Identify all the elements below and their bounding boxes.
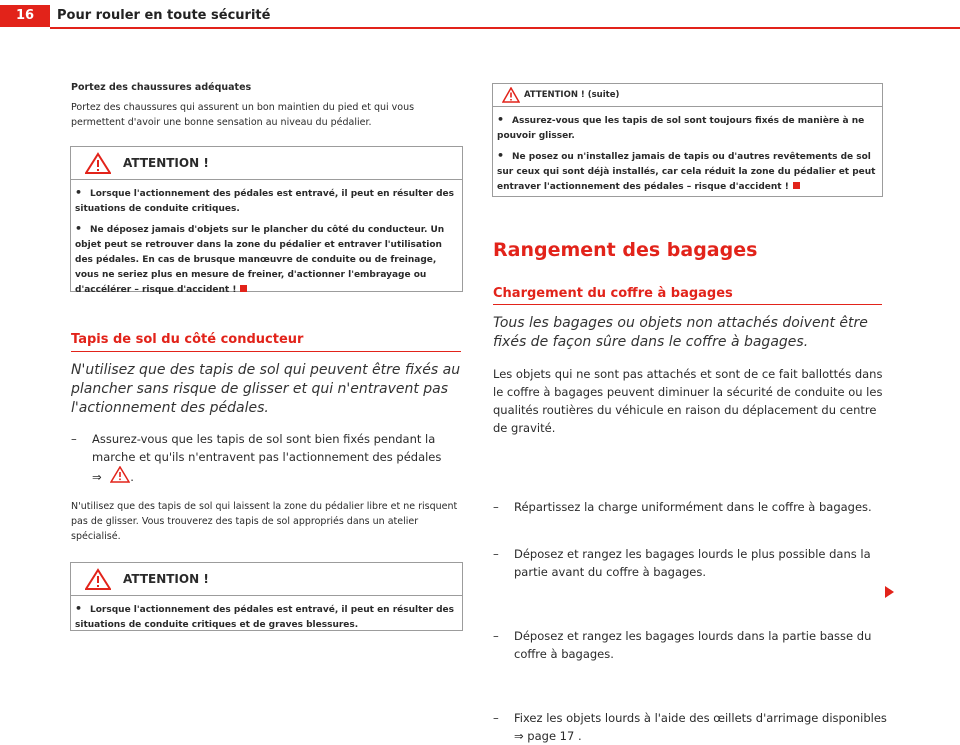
storage-step: – Déposez et rangez les bagages lourds dans la partie basse du coffre à bagages. xyxy=(493,629,872,661)
warning-triangle-icon xyxy=(85,152,111,175)
mats-step: – Assurez-vous que les tapis de sol sont bien fixés pendant la marche et qu'ils n'entravent pas l'actionnement des pédales ⇒ . xyxy=(71,432,442,484)
warning-triangle-icon xyxy=(110,466,130,483)
storage-step: – Déposez et rangez les bagages lourds le plus possible dans la partie avant du coffre à bagages. xyxy=(493,547,871,579)
warning-bullet-text: Ne déposez jamais d'objets sur le plancher du côté du conducteur. Un objet peut se retrouver dans la zone du pédalier et entraver l'utilisation des pédales. En cas de brusque manœuvre de conduite ou de freinage, vous ne seriez plus en mesure de freiner, d'actionner l'embrayage ou d'accélérer – risque d'accident ! xyxy=(75,225,445,295)
warning-bullet: • Lorsque l'actionnement des pédales est entravé, il peut en résulter des situations de conduite critiques. xyxy=(75,186,454,214)
warning-bullet: • Lorsque l'actionnement des pédales est entravé, il peut en résulter des situations de conduite critiques et de graves blessures. xyxy=(75,602,454,630)
header-rule xyxy=(50,27,960,29)
warning-bullet: • Assurez-vous que les tapis de sol sont toujours fixés de manière à ne pouvoir glisser. xyxy=(497,113,865,141)
page-header-title: Pour rouler en toute sécurité xyxy=(57,8,271,23)
warning-title: ATTENTION ! xyxy=(123,156,209,170)
warning-title: ATTENTION ! (suite) xyxy=(524,90,620,100)
warning-title-bar xyxy=(71,563,462,596)
warning-bullet: • Ne posez ou n'installez jamais de tapis ou d'autres revêtements de sol sur ceux qui sont déjà installés, car cela réduit la zone du pédalier et peut entraver l'actionnement des pédales – risque d'accident ! xyxy=(497,149,876,192)
warning-title-bar xyxy=(493,84,882,107)
shoes-title: Portez des chaussures adéquates xyxy=(71,82,252,93)
section-rule xyxy=(493,304,882,305)
warning-bullet-text: Assurez-vous que les tapis de sol sont toujours fixés de manière à ne pouvoir glisser. xyxy=(497,116,865,141)
ref-arrow: ⇒ xyxy=(92,470,102,484)
storage-step-text: Déposez et rangez les bagages lourds le plus possible dans la partie avant du coffre à bagages. xyxy=(514,547,871,579)
mats-step-text: Assurez-vous que les tapis de sol sont bien fixés pendant la marche et qu'ils n'entravent pas l'actionnement des pédales xyxy=(92,432,442,464)
end-mark-icon xyxy=(793,182,800,189)
storage-body: Les objets qui ne sont pas attachés et sont de ce fait ballottés dans le coffre à bagages peuvent diminuer la sécurité de conduite ou les qualités routières du véhicule en raison du déplacement du centre de gravité. xyxy=(493,367,883,435)
warning-triangle-icon xyxy=(502,87,520,103)
warning-title: ATTENTION ! xyxy=(123,572,209,586)
sub-heading: Chargement du coffre à bagages xyxy=(493,286,733,301)
section-rule xyxy=(71,351,461,352)
storage-step: – Répartissez la charge uniformément dans le coffre à bagages. xyxy=(493,500,872,514)
mats-intro: N'utilisez que des tapis de sol qui peuvent être fixés au plancher sans risque de glisser et qui n'entravent pas l'actionnement des pédales. xyxy=(71,362,461,416)
storage-step-text: Répartissez la charge uniformément dans le coffre à bagages. xyxy=(514,500,872,514)
page-number: 16 xyxy=(0,5,50,27)
warning-bullet-text: Lorsque l'actionnement des pédales est entravé, il peut en résulter des situations de conduite critiques et de graves blessures. xyxy=(75,605,454,630)
storage-step-text: Fixez les objets lourds à l'aide des œillets d'arrimage disponibles ⇒ page 17 . xyxy=(514,711,887,743)
next-page-arrow-icon[interactable] xyxy=(885,586,894,598)
storage-intro: Tous les bagages ou objets non attachés doivent être fixés de façon sûre dans le coffre à bagages. xyxy=(493,315,868,350)
mats-note: N'utilisez que des tapis de sol qui laissent la zone du pédalier libre et ne risquent pas de glisser. Vous trouverez des tapis de sol appropriés dans un atelier spécialisé. xyxy=(71,501,458,542)
warning-triangle-icon xyxy=(85,568,111,591)
mats-heading: Tapis de sol du côté conducteur xyxy=(71,332,304,347)
warning-bullet-text: Ne posez ou n'installez jamais de tapis ou d'autres revêtements de sol sur ceux qui sont déjà installés, car cela réduit la zone du pédalier et peut entraver l'actionnement des pédales – risque d'accident ! xyxy=(497,152,876,192)
warning-title-bar xyxy=(71,147,462,180)
shoes-text: Portez des chaussures qui assurent un bon maintien du pied et qui vous permettent d'avoir une bonne sensation au niveau du pédalier. xyxy=(71,102,415,128)
warning-box xyxy=(70,146,463,295)
warning-box xyxy=(70,562,463,631)
warning-bullet: • Ne déposez jamais d'objets sur le plancher du côté du conducteur. Un objet peut se retrouver dans la zone du pédalier et entraver l'utilisation des pédales. En cas de brusque manœuvre de conduite ou de freinage, vous ne seriez plus en mesure de freiner, d'actionner l'embrayage ou d'accélérer – risque d'accident ! xyxy=(75,222,445,295)
end-mark-icon xyxy=(240,285,247,292)
storage-step: – Fixez les objets lourds à l'aide des œillets d'arrimage disponibles ⇒ page 17 . xyxy=(493,711,887,743)
storage-step-text: Déposez et rangez les bagages lourds dans la partie basse du coffre à bagages. xyxy=(514,629,872,661)
section-title: Rangement des bagages xyxy=(493,239,758,261)
warning-box-continued xyxy=(492,83,883,197)
warning-bullet-text: Lorsque l'actionnement des pédales est entravé, il peut en résulter des situations de conduite critiques. xyxy=(75,189,454,214)
